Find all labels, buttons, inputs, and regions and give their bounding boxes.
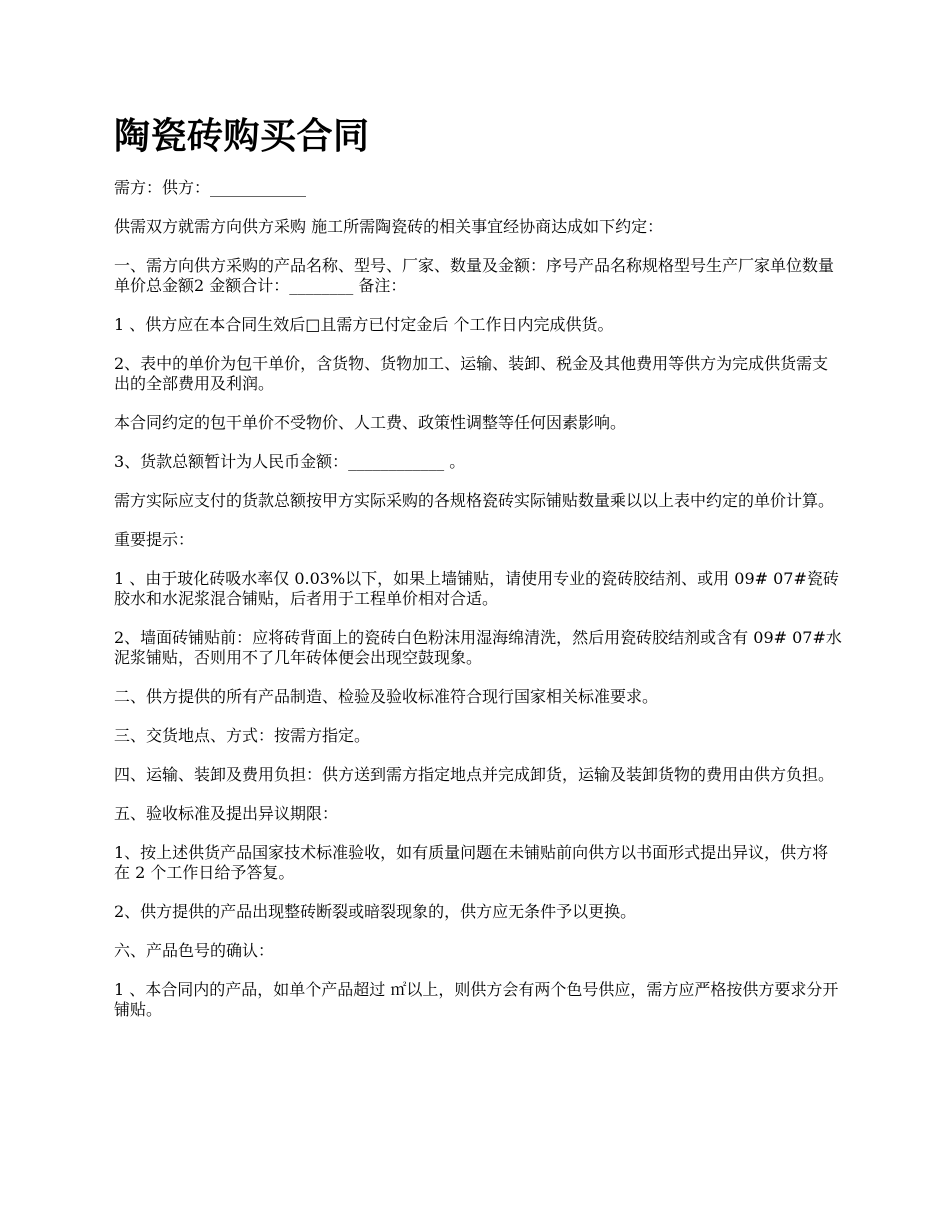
- clause-1-item-2: 2、表中的单价为包干单价，含货物、货物加工、运输、装卸、税金及其他费用等供方为完成供货需支出的全部费用及利润。: [114, 354, 829, 393]
- document-body: [114, 112, 844, 1039]
- clause-5-item-2: 2、供方提供的产品出现整砖断裂或暗裂现象的，供方应无条件予以更换。: [114, 902, 637, 921]
- clause-1-price-note: 本合同约定的包干单价不受物价、人工费、政策性调整等任何因素影响。: [114, 413, 627, 432]
- clause-1-item-1: 1 、供方应在本合同生效后□且需方已付定金后 个工作日内完成供货。: [114, 315, 614, 334]
- document-title: 陶瓷砖购买合同: [114, 115, 370, 157]
- clause-5-heading: 五、验收标准及提出异议期限：: [114, 804, 339, 823]
- clause-1-products: 一、需方向供方采购的产品名称、型号、厂家、数量及金额：序号产品名称规格型号生产厂家单位数量单价总金额2 金额合计：________ 备注：: [114, 256, 835, 295]
- preamble-paragraph: 供需双方就需方向供方采购 施工所需陶瓷砖的相关事宜经协商达成如下约定：: [114, 217, 664, 236]
- clause-1-payment-note: 需方实际应支付的货款总额按甲方实际采购的各规格瓷砖实际铺贴数量乘以以上表中约定的单价计算。: [114, 491, 835, 510]
- clause-6-item-1: 1 、本合同内的产品，如单个产品超过 ㎡以上，则供方会有两个色号供应，需方应严格按供方要求分开铺贴。: [114, 980, 839, 1019]
- clause-4-transport: 四、运输、装卸及费用负担：供方送到需方指定地点并完成卸货，运输及装卸货物的费用由供方负担。: [114, 765, 835, 784]
- clause-2-standards: 二、供方提供的所有产品制造、检验及验收标准符合现行国家相关标准要求。: [114, 687, 659, 706]
- clause-6-heading: 六、产品色号的确认：: [114, 941, 275, 960]
- important-notice-heading: 重要提示：: [114, 530, 195, 549]
- notice-item-2: 2、墙面砖铺贴前：应将砖背面上的瓷砖白色粉沫用湿海绵清洗，然后用瓷砖胶结剂或含有 09# 07#水泥浆铺贴，否则用不了几年砖体便会出现空鼓现象。: [114, 628, 842, 667]
- clause-3-delivery: 三、交货地点、方式：按需方指定。: [114, 726, 371, 745]
- clause-1-item-3: 3、货款总额暂计为人民币金额：____________ 。: [114, 452, 466, 471]
- parties-line: 需方：供方：____________: [114, 178, 307, 197]
- clause-5-item-1: 1、按上述供货产品国家技术标准验收，如有质量问题在未铺贴前向供方以书面形式提出异议，供方将在 2 个工作日给予答复。: [114, 843, 829, 882]
- notice-item-1: 1 、由于玻化砖吸水率仅 0.03%以下，如果上墙铺贴，请使用专业的瓷砖胶结剂、或用 09# 07#瓷砖胶水和水泥浆混合铺贴，后者用于工程单价相对合适。: [114, 569, 839, 608]
